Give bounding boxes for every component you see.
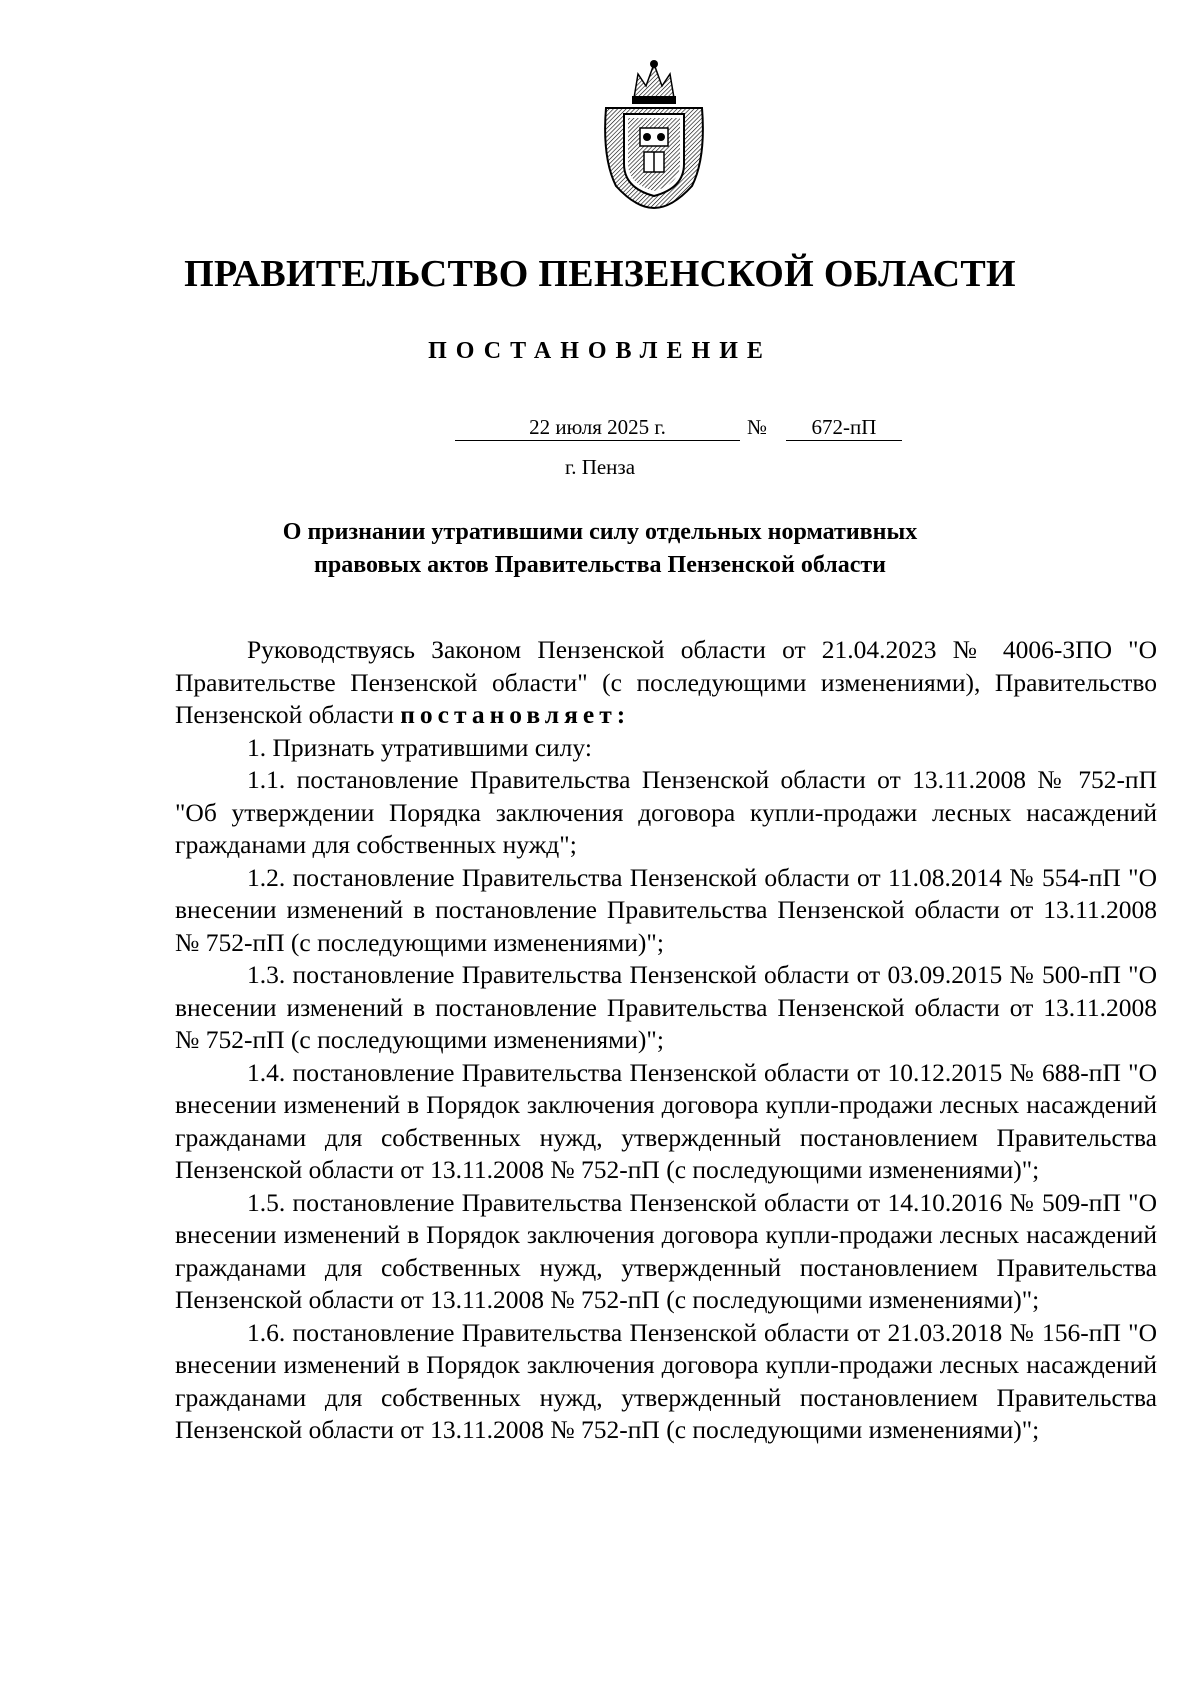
item-1-1: 1.1. постановление Правительства Пензенской области от 13.11.2008 № 752-пП "Об утверждении Порядка заключения договора купли-продажи лесных насаждений гражданами для собственных нужд"; (175, 765, 1157, 859)
item-1-3: 1.3. постановление Правительства Пензенской области от 03.09.2015 № 500-пП "О внесении изменений в постановление Правительства Пензенской области от 13.11.2008 № 752-пП (с последующими изменениями)"; (175, 960, 1157, 1054)
item-1-5: 1.5. постановление Правительства Пензенской области от 14.10.2016 № 509-пП "О внесении изменений в Порядок заключения договора купли-продажи лесных насаждений гражданами для собственных нужд, утвержденный постановлением Правительства Пензенской области от 13.11.2008 № 752-пП (с последующими изменениями)"; (175, 1187, 1157, 1314)
authority-title: ПРАВИТЕЛЬСТВО ПЕНЗЕНСКОЙ ОБЛАСТИ (184, 253, 1016, 295)
item-1-4: 1.4. постановление Правительства Пензенской области от 10.12.2015 № 688-пП "О внесении изменений в Порядок заключения договора купли-продажи лесных насаждений гражданами для собственных нужд, утвержденный постановлением Правительства Пензенской области от 13.11.2008 № 752-пП (с последующими изменениями)"; (175, 1057, 1157, 1184)
document-type: ПОСТАНОВЛЕНИЕ (428, 338, 772, 364)
subject-line-2: правовых актов Правительства Пензенской области (314, 552, 886, 578)
preamble-paragraph (175, 634, 1157, 732)
document-date: 22 июля 2025 г. (455, 414, 740, 441)
subject-line-1: О признании утратившими силу отдельных нормативных (282, 519, 918, 545)
coat-of-arms-icon (596, 58, 712, 210)
preamble-text: Руководствуясь Законом Пензенской области от 21.04.2023 № 4006-ЗПО "О Правительстве Пензенской области" (с последующими изменениями), Правительство Пензенской области (175, 635, 1157, 729)
item-1: 1. Признать утратившими силу: (247, 732, 592, 762)
number-sign: № (747, 415, 768, 439)
document-body (175, 634, 1157, 1447)
resolves-word: постановляет: (400, 700, 631, 729)
item-1-6: 1.6. постановление Правительства Пензенской области от 21.03.2018 № 156-пП "О внесении изменений в Порядок заключения договора купли-продажи лесных насаждений гражданами для собственных нужд, утвержденный постановлением Правительства Пензенской области от 13.11.2008 № 752-пП (с последующими изменениями)"; (175, 1317, 1157, 1444)
document-number: 672-пП (786, 414, 902, 441)
document-subject (0, 516, 1200, 582)
place-of-issue: г. Пенза (564, 455, 636, 479)
date-number-line (0, 414, 1200, 448)
item-1-2: 1.2. постановление Правительства Пензенской области от 11.08.2014 № 554-пП "О внесении изменений в постановление Правительства Пензенской области от 13.11.2008 № 752-пП (с последующими изменениями)"; (175, 862, 1157, 957)
